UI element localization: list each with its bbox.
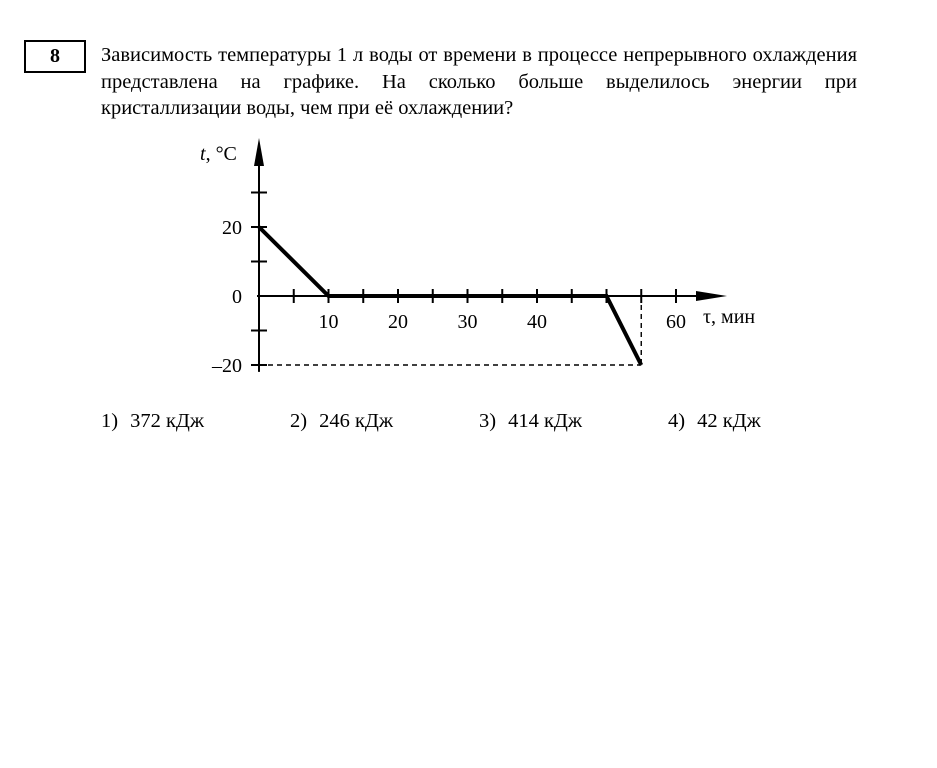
y-tick-label: 20	[222, 217, 242, 239]
answer-number: 3)	[479, 410, 497, 432]
axis-ticks	[251, 193, 676, 366]
x-tick-label: 40	[527, 311, 547, 333]
x-tick-label: 60	[666, 311, 686, 333]
y-axis-arrow	[254, 138, 264, 166]
answer-number: 2)	[290, 410, 308, 432]
axis-labels	[200, 143, 755, 377]
x-tick-label: 20	[388, 311, 408, 333]
x-tick-label: 10	[318, 311, 339, 333]
x-axis-arrow	[696, 291, 727, 301]
answer-option-4[interactable]	[668, 410, 761, 433]
axes	[254, 138, 727, 372]
answer-value: 372 кДж	[130, 410, 205, 432]
answer-options	[0, 410, 937, 440]
answer-value: 246 кДж	[319, 410, 394, 432]
y-axis-label: t, °C	[200, 143, 237, 165]
task-number: 8	[24, 40, 86, 73]
answer-option-1[interactable]	[101, 410, 204, 433]
guide-lines	[259, 296, 641, 365]
answer-value: 414 кДж	[508, 410, 583, 432]
x-tick-label: 30	[457, 311, 478, 333]
answer-option-2[interactable]	[290, 410, 393, 433]
x-axis-label: τ, мин	[703, 306, 756, 328]
y-tick-label: 0	[232, 286, 242, 308]
y-tick-label: –20	[212, 355, 242, 377]
answer-value: 42 кДж	[697, 410, 761, 432]
answer-number: 4)	[668, 410, 686, 432]
answer-number: 1)	[101, 410, 119, 432]
answer-option-3[interactable]	[479, 410, 582, 433]
question-text: Зависимость температуры 1 л воды от времени в процессе непрерывного охлаждения представлена на графике. На сколько больше выделилось энергии при кристаллизации воды, чем при её охлаждении?	[101, 44, 857, 119]
